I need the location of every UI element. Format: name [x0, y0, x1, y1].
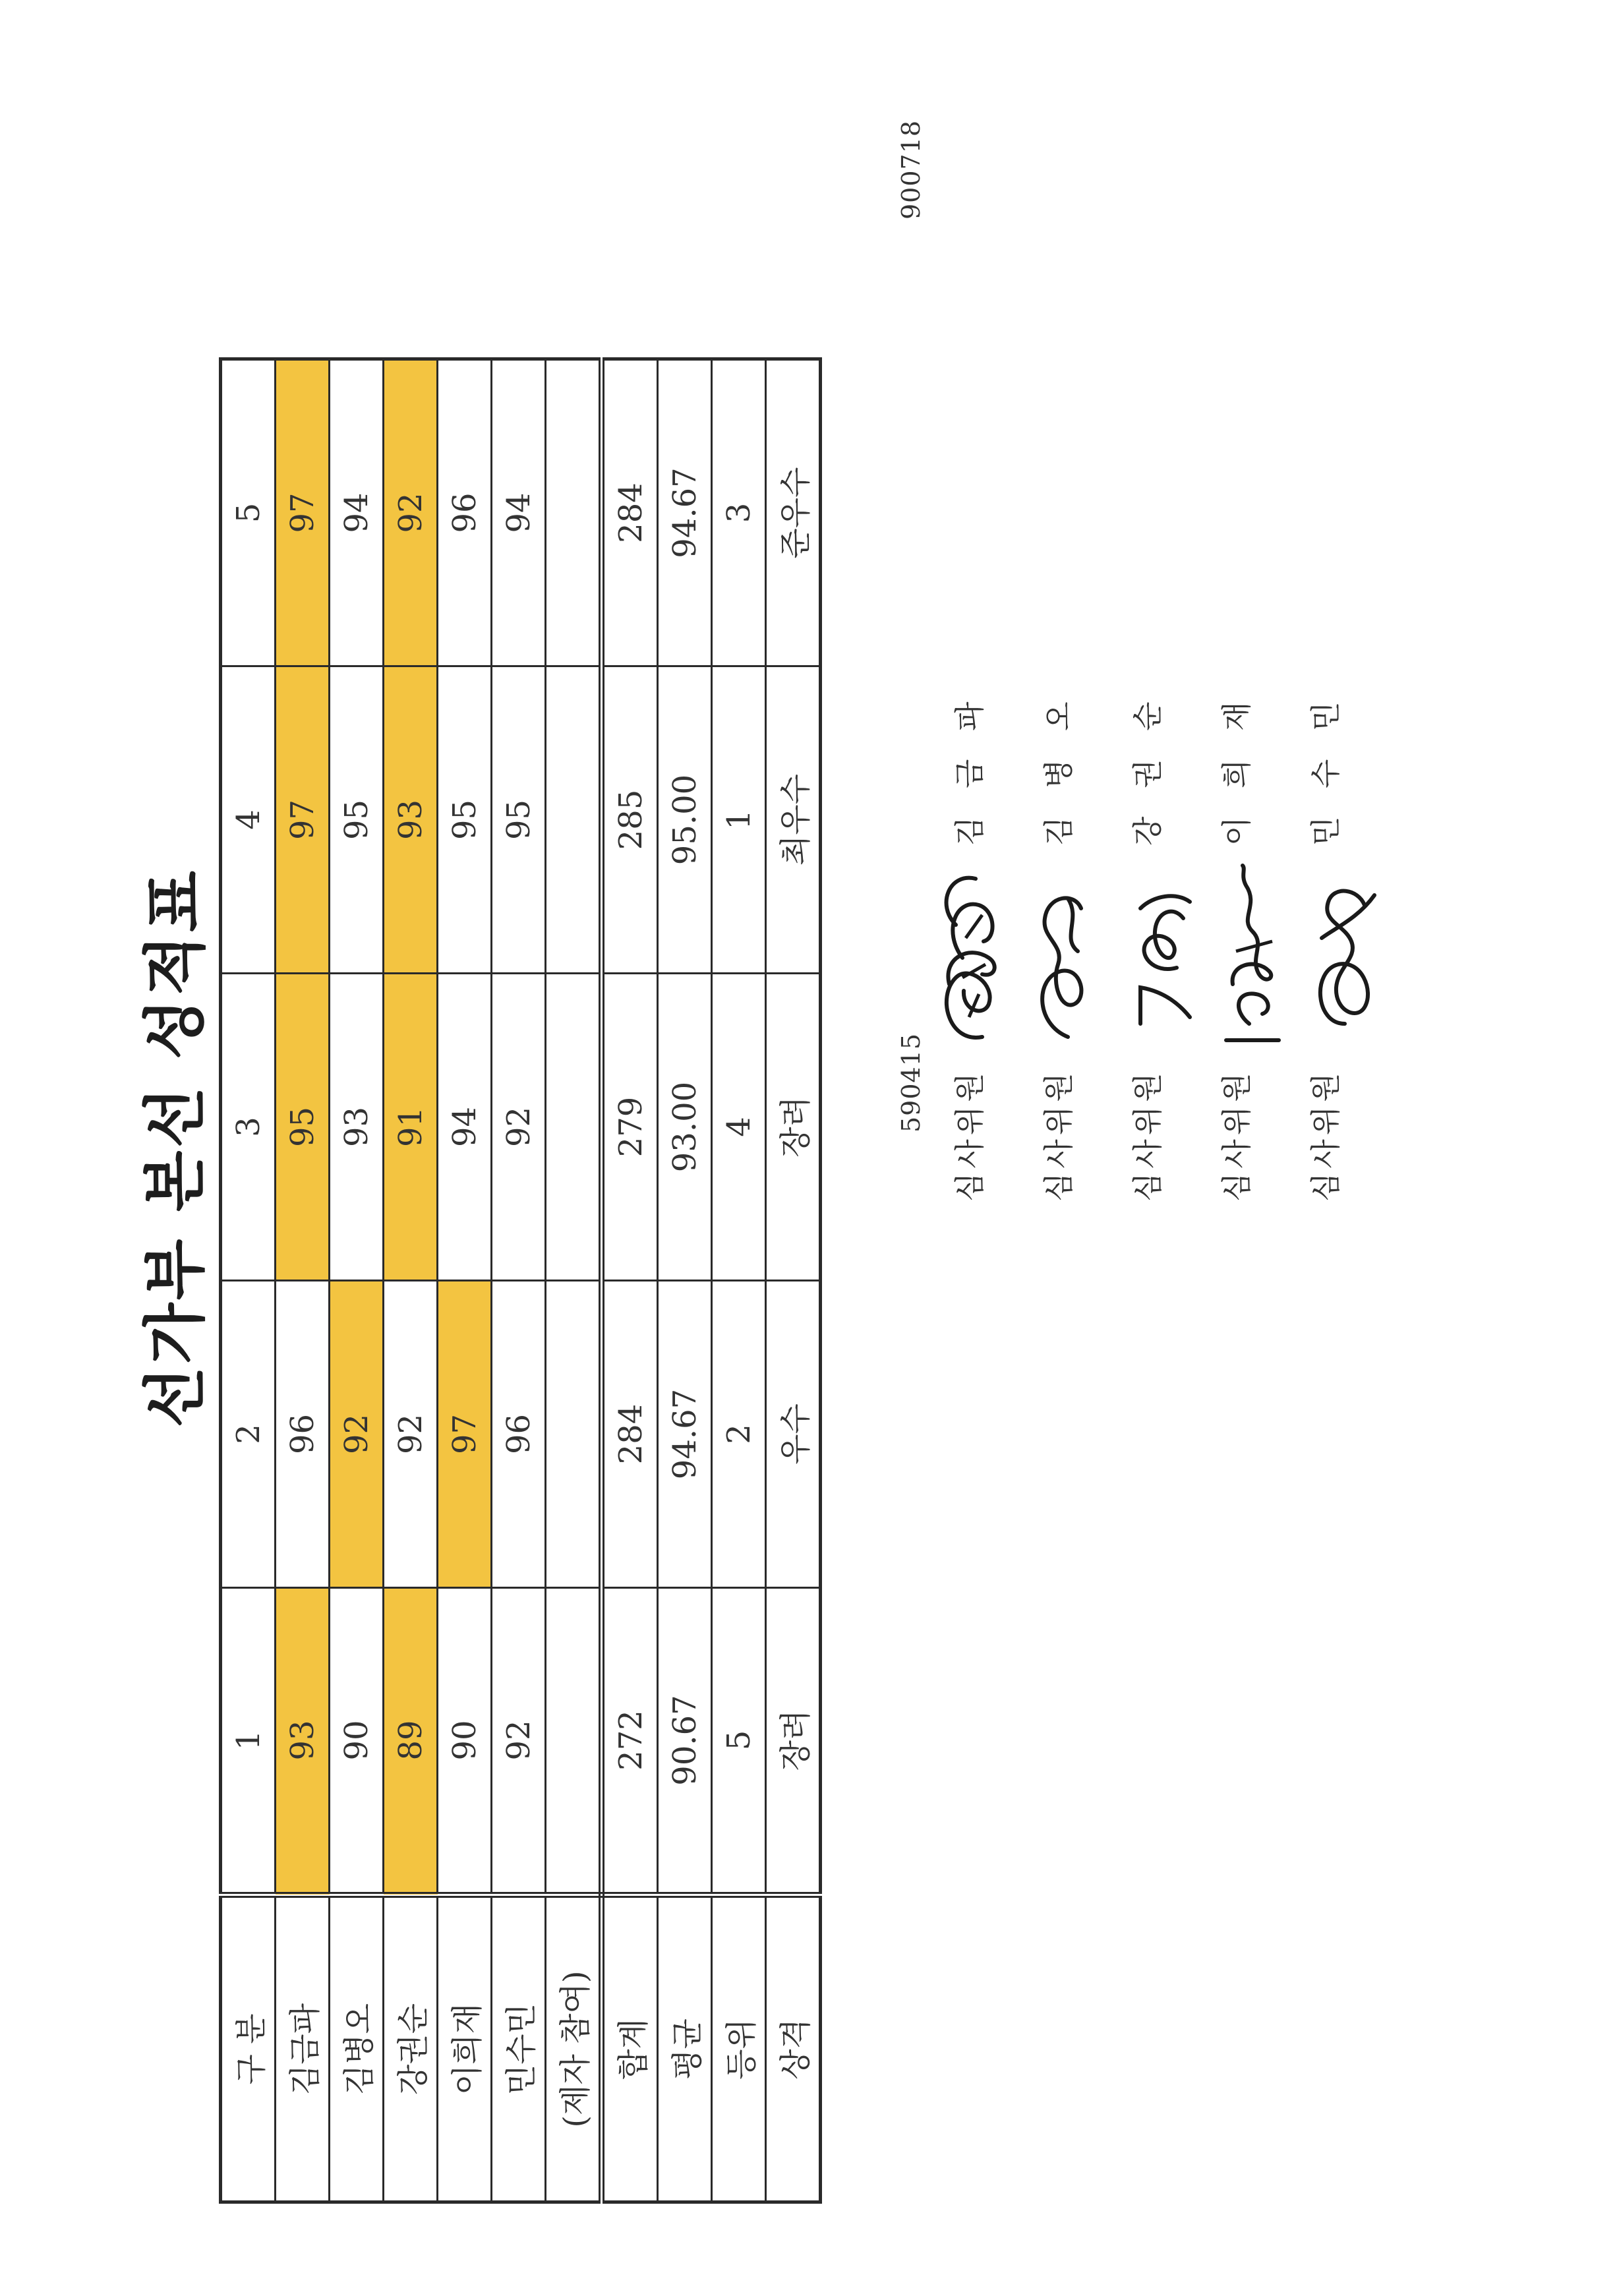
committee-name: 김 병 오 — [1041, 692, 1076, 846]
judge-row — [276, 359, 330, 2202]
header-cell: 1 — [221, 1588, 276, 1895]
empty-cell — [546, 359, 602, 666]
committee-name: 김 금 파 — [952, 692, 987, 846]
score-cell: 90 — [438, 1588, 492, 1895]
committee-name: 이 희 재 — [1219, 692, 1254, 846]
score-cell: 97 — [276, 359, 330, 666]
summary-value: 94.67 — [658, 359, 712, 666]
summary-value: 장려 — [766, 974, 821, 1281]
summary-value: 장려 — [766, 1588, 821, 1895]
summary-row-average — [658, 359, 712, 2202]
header-cell: 2 — [221, 1281, 276, 1588]
empty-cell — [546, 666, 602, 974]
summary-value: 272 — [602, 1588, 658, 1895]
summary-value: 최우수 — [766, 666, 821, 974]
score-cell: 95 — [492, 666, 546, 974]
summary-value: 279 — [602, 974, 658, 1281]
summary-value: 94.67 — [658, 1281, 712, 1588]
signature-seal-3 — [1114, 869, 1200, 1040]
score-cell: 96 — [276, 1281, 330, 1588]
summary-value: 2 — [712, 1281, 766, 1588]
committee-role: 심사위원 — [1219, 1069, 1254, 1202]
committee-name: 강 권 순 — [1130, 692, 1165, 846]
table-header-row — [221, 359, 276, 2202]
signature-seal-5 — [1295, 879, 1388, 1050]
score-cell: 89 — [384, 1588, 438, 1895]
summary-value: 준우수 — [766, 359, 821, 666]
summary-row-rank — [712, 359, 766, 2202]
score-cell: 92 — [384, 359, 438, 666]
committee-role: 심사위원 — [952, 1069, 987, 1202]
summary-value: 90.67 — [658, 1588, 712, 1895]
judge-name-cell: 강권순 — [384, 1895, 438, 2202]
excluded-note-row — [546, 359, 602, 2202]
committee-role: 심사위원 — [1308, 1069, 1343, 1202]
score-cell: 96 — [438, 359, 492, 666]
excluded-note-cell: (제자 참여) — [546, 1895, 602, 2202]
summary-value: 93.00 — [658, 974, 712, 1281]
score-cell: 97 — [438, 1281, 492, 1588]
score-cell: 95 — [330, 666, 384, 974]
summary-label: 등위 — [712, 1895, 766, 2202]
score-table — [219, 357, 822, 2204]
summary-value: 우수 — [766, 1281, 821, 1588]
score-cell: 95 — [438, 666, 492, 974]
header-cell: 구 분 — [221, 1895, 276, 2202]
judge-name-cell: 이희재 — [438, 1895, 492, 2202]
reference-code-right: 900718 — [897, 119, 926, 220]
summary-label: 상격 — [766, 1895, 821, 2202]
summary-value: 1 — [712, 666, 766, 974]
summary-label: 평균 — [658, 1895, 712, 2202]
score-cell: 90 — [330, 1588, 384, 1895]
summary-value: 4 — [712, 974, 766, 1281]
judge-row — [492, 359, 546, 2202]
score-cell: 92 — [492, 1588, 546, 1895]
summary-value: 5 — [712, 1588, 766, 1895]
judge-name-cell: 김금파 — [276, 1895, 330, 2202]
header-cell: 4 — [221, 666, 276, 974]
judge-row — [330, 359, 384, 2202]
empty-cell — [546, 1281, 602, 1588]
header-cell: 3 — [221, 974, 276, 1281]
empty-cell — [546, 1588, 602, 1895]
score-cell: 92 — [330, 1281, 384, 1588]
score-cell: 95 — [276, 974, 330, 1281]
committee-name: 민 수 민 — [1308, 692, 1343, 846]
summary-label: 합계 — [602, 1895, 658, 2202]
summary-value: 95.00 — [658, 666, 712, 974]
committee-role: 심사위원 — [1130, 1069, 1165, 1202]
score-cell: 93 — [384, 666, 438, 974]
signature-seal-4 — [1206, 859, 1292, 1057]
score-cell: 97 — [276, 666, 330, 974]
score-cell: 94 — [330, 359, 384, 666]
score-cell: 93 — [330, 974, 384, 1281]
score-cell: 92 — [384, 1281, 438, 1588]
score-cell: 94 — [438, 974, 492, 1281]
summary-value: 3 — [712, 359, 766, 666]
summary-value: 285 — [602, 666, 658, 974]
header-cell: 5 — [221, 359, 276, 666]
score-cell: 94 — [492, 359, 546, 666]
empty-cell — [546, 974, 602, 1281]
summary-row-total — [602, 359, 658, 2202]
reference-code-left: 590415 — [897, 1032, 926, 1133]
committee-role: 심사위원 — [1041, 1069, 1076, 1202]
summary-value: 284 — [602, 1281, 658, 1588]
judge-row — [438, 359, 492, 2202]
score-cell: 92 — [492, 974, 546, 1281]
score-cell: 96 — [492, 1281, 546, 1588]
judge-row — [384, 359, 438, 2202]
score-cell: 93 — [276, 1588, 330, 1895]
summary-value: 284 — [602, 359, 658, 666]
page-title: 선가부 본선 성적표 — [138, 868, 212, 1428]
judge-name-cell: 민수민 — [492, 1895, 546, 2202]
judge-name-cell: 김병오 — [330, 1895, 384, 2202]
signature-seal-1 — [923, 859, 1015, 1057]
signature-seal-2 — [1015, 879, 1101, 1050]
summary-row-award — [766, 359, 821, 2202]
score-cell: 91 — [384, 974, 438, 1281]
